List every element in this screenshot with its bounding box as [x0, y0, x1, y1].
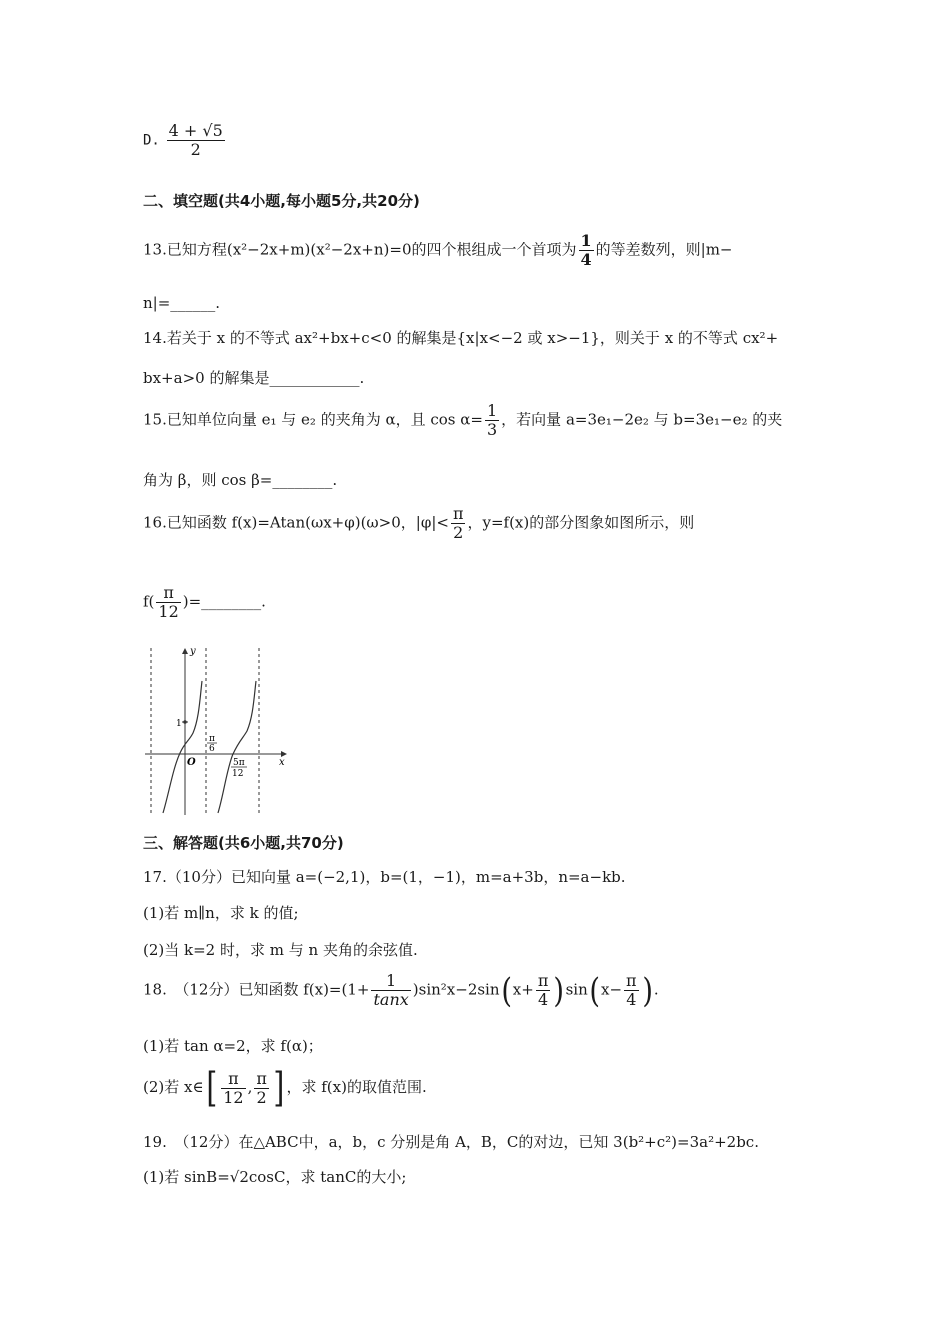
- q16-fraction: $\frac{\pi}{2}$: [452, 504, 464, 542]
- tangent-graph: [143, 643, 293, 818]
- section-3-heading: 三、解答题(共6小题,共70分): [143, 834, 344, 852]
- question-13: 13.已知方程(x²−2x+m)(x²−2x+n)=0的四个根组成一个首项为 $\frac{1}{4}$ 的等差数列，则|m−: [143, 231, 733, 269]
- question-17-part2: (2)当 k=2 时，求 m 与 n 夹角的余弦值.: [143, 941, 418, 959]
- question-14: 14.若关于 x 的不等式 ax²+bx+c<0 的解集是{x|x<−2 或 x>−1}，则关于 x 的不等式 cx²+: [143, 329, 779, 347]
- question-18-part1: (1)若 tan α=2，求 f(α)；: [143, 1037, 323, 1055]
- x-axis-label: x: [279, 757, 285, 768]
- tick-1-label: 1: [176, 719, 182, 729]
- question-17-part1: (1)若 m∥n，求 k 的值;: [143, 904, 299, 922]
- question-18-part2: (2)若 x∈[ $\frac{\pi}{12}$ , $\frac{\pi}{2}$ ] ，求 f(x)的取值范围.: [143, 1065, 427, 1111]
- 5pi-12-den: 12: [232, 769, 244, 779]
- pi-6-den: 6: [209, 744, 215, 754]
- question-15-line2: 角为 β，则 cos β=________.: [143, 471, 338, 489]
- option-d-label: D.: [143, 132, 160, 149]
- y-axis-label: y: [190, 646, 196, 657]
- tangent-branch-1: [163, 681, 202, 813]
- question-13-line2: n|=______.: [143, 294, 221, 312]
- q13-fraction: $\frac{1}{4}$: [580, 231, 592, 269]
- tangent-branch-2: [218, 681, 256, 813]
- question-14-line2: bx+a>0 的解集是____________.: [143, 369, 365, 387]
- q15-fraction: $\frac{1}{3}$: [486, 401, 498, 439]
- pi-6-num: π: [209, 734, 215, 744]
- question-16-line2: f( $\frac{\pi}{12}$ )=________.: [143, 583, 266, 621]
- question-15: 15.已知单位向量 e₁ 与 e₂ 的夹角为 α，且 cos α= $\frac{1}{3}$ ，若向量 a=3e₁−2e₂ 与 b=3e₁−e₂ 的夹: [143, 401, 783, 439]
- question-18: 18. （12分）已知函数 f(x)=(1+ $\frac{1}{\tan x}$ )sin²x−2sin(x+ $\frac{\pi}{4}$ )sin(x− $\frac{\pi}{4}$ ).: [143, 970, 659, 1011]
- option-d-fraction: $\frac{4 + √5}{2}$: [168, 121, 223, 159]
- question-17: 17.（10分）已知向量 a=(−2,1)，b=(1，−1)，m=a+3b，n=a−kb.: [143, 868, 626, 886]
- question-19: 19. （12分）在△ABC中，a，b，c 分别是角 A，B，C的对边，已知 3(b²+c²)=3a²+2bc.: [143, 1133, 759, 1151]
- q18-fraction: $\frac{1}{\tan x}$: [373, 971, 409, 1009]
- 5pi-12-num: 5π: [233, 758, 245, 768]
- option-d: [143, 122, 227, 159]
- q16-answer-fraction: $\frac{\pi}{12}$: [158, 583, 179, 621]
- origin-label: O: [187, 757, 196, 768]
- question-19-part1: (1)若 sinB=√2cosC，求 tanC的大小;: [143, 1168, 407, 1186]
- section-2-heading: 二、填空题(共4小题,每小题5分,共20分): [143, 192, 420, 210]
- question-16: 16.已知函数 f(x)=Atan(ωx+φ)(ω>0，|φ|< $\frac{\pi}{2}$ ，y=f(x)的部分图象如图所示，则: [143, 504, 695, 542]
